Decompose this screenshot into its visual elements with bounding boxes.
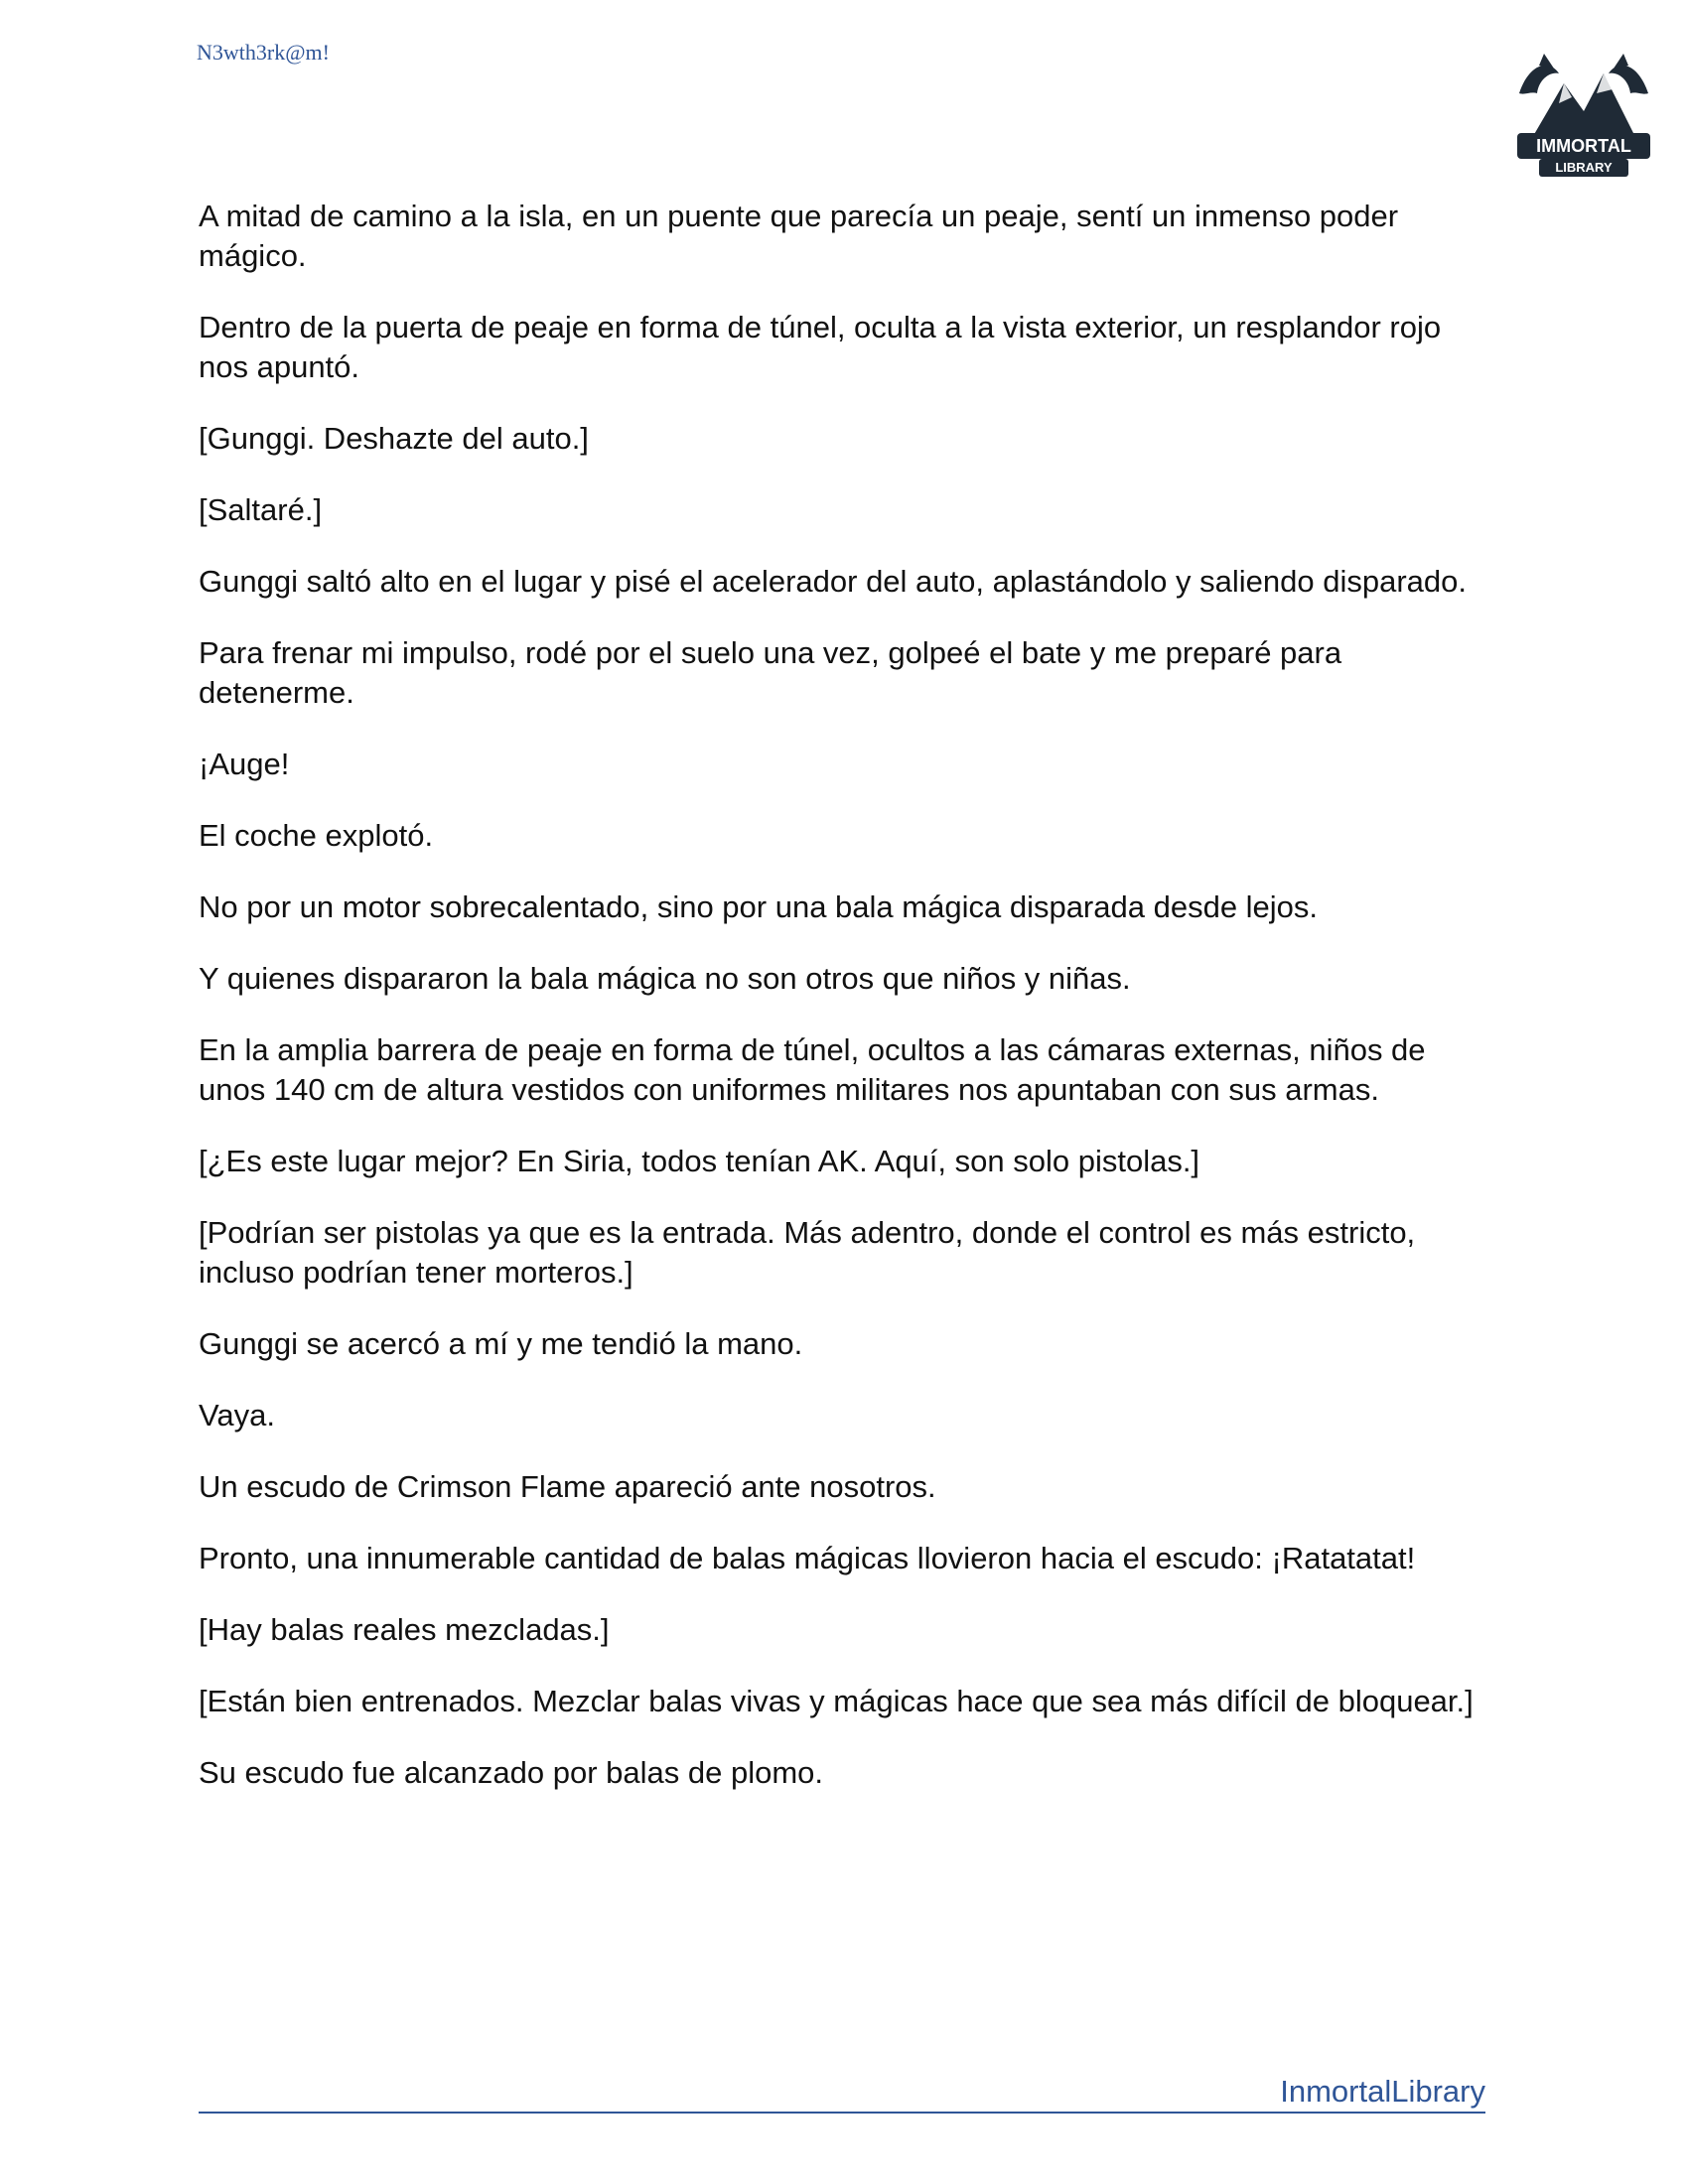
paragraph: No por un motor sobrecalentado, sino por una bala mágica disparada desde lejos.	[199, 889, 1319, 924]
paragraph: [¿Es este lugar mejor? En Siria, todos tenían AK. Aquí, son solo pistolas.]	[199, 1144, 1200, 1178]
paragraph: Su escudo fue alcanzado por balas de plomo.	[199, 1755, 824, 1790]
paragraph: Pronto, una innumerable cantidad de balas mágicas llovieron hacia el escudo: ¡Ratatatat!	[199, 1541, 1416, 1575]
paragraph: [Saltaré.]	[199, 492, 323, 527]
logo-text-library: LIBRARY	[1555, 160, 1613, 175]
paragraph: [Hay balas reales mezcladas.]	[199, 1612, 610, 1647]
paragraph: En la amplia barrera de peaje en forma de túnel, ocultos a las cámaras externas, niños de unos 140 cm de altura vestidos con uniformes militares nos apuntaban con sus armas.	[199, 1032, 1426, 1107]
paragraph: Un escudo de Crimson Flame apareció ante nosotros.	[199, 1469, 936, 1504]
paragraph: [Están bien entrenados. Mezclar balas vivas y mágicas hace que sea más difícil de bloquear.]	[199, 1684, 1474, 1718]
paragraph: El coche explotó.	[199, 818, 434, 853]
footer-divider	[199, 2112, 1485, 2114]
immortal-library-logo	[1509, 34, 1658, 183]
document-body	[199, 197, 1489, 1825]
paragraph: Para frenar mi impulso, rodé por el suelo una vez, golpeé el bate y me preparé para detenerme.	[199, 635, 1342, 710]
footer-link[interactable]: InmortalLibrary	[1280, 2074, 1485, 2109]
paragraph: [Podrían ser pistolas ya que es la entrada. Más adentro, donde el control es más estricto, incluso podrían tener morteros.]	[199, 1215, 1416, 1290]
paragraph: [Gunggi. Deshazte del auto.]	[199, 421, 589, 456]
header-watermark: N3wth3rk@m!	[197, 40, 330, 65]
paragraph: Gunggi saltó alto en el lugar y pisé el acelerador del auto, aplastándolo y saliendo disparado.	[199, 564, 1468, 599]
paragraph: Dentro de la puerta de peaje en forma de túnel, oculta a la vista exterior, un resplandor rojo nos apuntó.	[199, 310, 1442, 384]
paragraph: A mitad de camino a la isla, en un puente que parecía un peaje, sentí un inmenso poder mágico.	[199, 199, 1399, 273]
paragraph: Gunggi se acercó a mí y me tendió la mano.	[199, 1326, 803, 1361]
paragraph: Y quienes dispararon la bala mágica no son otros que niños y niñas.	[199, 961, 1131, 996]
logo-text-immortal: IMMORTAL	[1536, 136, 1631, 156]
paragraph: Vaya.	[199, 1398, 275, 1433]
paragraph: ¡Auge!	[199, 747, 290, 781]
